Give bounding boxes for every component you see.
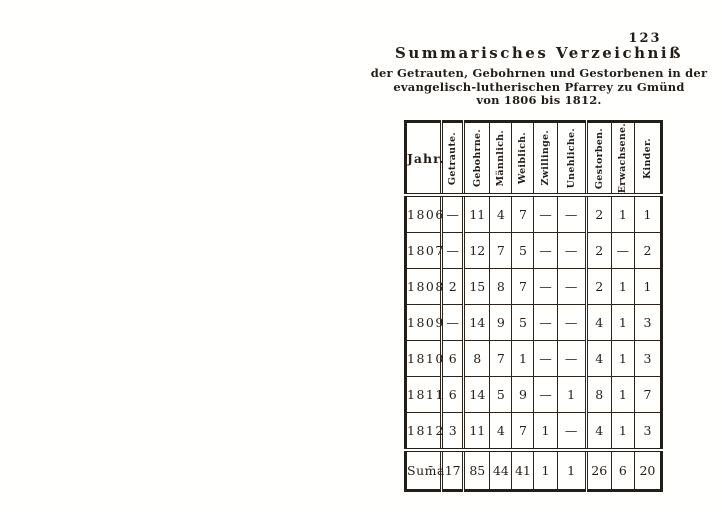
table-row-summa [406, 450, 662, 491]
value-cell: — [557, 195, 586, 233]
value-cell: 1 [534, 413, 557, 451]
column-header-jahr: Jahr. [406, 122, 442, 196]
value-cell: 2 [586, 269, 611, 305]
table-row-1809 [406, 305, 662, 341]
value-cell: 9 [490, 305, 512, 341]
value-cell: — [557, 305, 586, 341]
value-cell: — [611, 233, 634, 269]
total-cell: 44 [490, 450, 512, 491]
value-cell: 6 [442, 377, 464, 413]
value-cell: 9 [512, 377, 534, 413]
value-cell: 1 [611, 195, 634, 233]
value-cell: 5 [512, 305, 534, 341]
value-cell: — [557, 413, 586, 451]
header-row [406, 122, 662, 196]
year-cell: 1806 [406, 195, 442, 233]
value-cell: 1 [512, 341, 534, 377]
subtitle-line-3: von 1806 bis 1812. [476, 93, 602, 107]
value-cell: — [557, 233, 586, 269]
value-cell: 6 [442, 341, 464, 377]
year-cell: 1809 [406, 305, 442, 341]
column-header-unehliche: Unehliche. [557, 122, 586, 196]
value-cell: 7 [512, 413, 534, 451]
value-cell: 8 [490, 269, 512, 305]
year-cell: 1811 [406, 377, 442, 413]
column-header-weiblich: Weiblich. [512, 122, 534, 196]
total-cell: 41 [512, 450, 534, 491]
value-cell: 15 [464, 269, 490, 305]
value-cell: 3 [634, 413, 661, 451]
value-cell: — [534, 341, 557, 377]
value-cell: 4 [586, 305, 611, 341]
summary-table [404, 120, 663, 492]
value-cell: — [442, 233, 464, 269]
value-cell: — [534, 195, 557, 233]
total-cell: 26 [586, 450, 611, 491]
value-cell: 8 [464, 341, 490, 377]
value-cell: 2 [634, 233, 661, 269]
table-row-1810 [406, 341, 662, 377]
value-cell: 7 [490, 233, 512, 269]
value-cell: 3 [634, 305, 661, 341]
column-header-zwillinge: Zwillinge. [534, 122, 557, 196]
total-cell: 1 [534, 450, 557, 491]
value-cell: 1 [634, 269, 661, 305]
column-header-kinder: Kinder. [634, 122, 661, 196]
year-cell: 1808 [406, 269, 442, 305]
value-cell: 1 [611, 413, 634, 451]
value-cell: — [557, 341, 586, 377]
year-cell: 1810 [406, 341, 442, 377]
year-cell: 1812 [406, 413, 442, 451]
value-cell: 1 [611, 377, 634, 413]
subtitle-line-2: evangelisch-lutherischen Pfarrey zu Gmünd [393, 79, 685, 94]
value-cell: 2 [586, 195, 611, 233]
value-cell: — [557, 269, 586, 305]
value-cell: 5 [512, 233, 534, 269]
value-cell: 5 [490, 377, 512, 413]
column-header-erwachsene: Erwachsene. [611, 122, 634, 196]
value-cell: 11 [464, 195, 490, 233]
value-cell: — [534, 269, 557, 305]
year-cell: 1807 [406, 233, 442, 269]
value-cell: 1 [611, 341, 634, 377]
value-cell: — [534, 305, 557, 341]
value-cell: 4 [490, 195, 512, 233]
total-cell: 1 [557, 450, 586, 491]
value-cell: 7 [512, 195, 534, 233]
page-number: 123 [628, 31, 662, 46]
value-cell: — [442, 305, 464, 341]
value-cell: 7 [490, 341, 512, 377]
value-cell: 12 [464, 233, 490, 269]
value-cell: 14 [464, 305, 490, 341]
value-cell: — [534, 377, 557, 413]
value-cell: 2 [586, 233, 611, 269]
total-cell: 6 [611, 450, 634, 491]
value-cell: 1 [557, 377, 586, 413]
value-cell: 7 [512, 269, 534, 305]
value-cell: 1 [611, 305, 634, 341]
total-cell: 85 [464, 450, 490, 491]
column-header-gebohrne: Gebohrne. [464, 122, 490, 196]
column-header-gestorben: Gestorben. [586, 122, 611, 196]
value-cell: 7 [634, 377, 661, 413]
table-row-1807 [406, 233, 662, 269]
value-cell: 11 [464, 413, 490, 451]
value-cell: — [442, 195, 464, 233]
subtitle-line-1: der Getrauten, Gebohrnen und Gestorbenen in der [370, 66, 708, 80]
document-title: Summarisches Verzeichniß [394, 44, 683, 62]
summa-label: Sum̄a [406, 450, 442, 491]
value-cell: 4 [586, 341, 611, 377]
value-cell: — [534, 233, 557, 269]
title-block [368, 44, 710, 108]
column-header-getraute: Getraute. [442, 122, 464, 196]
value-cell: 14 [464, 377, 490, 413]
table-row-1808 [406, 269, 662, 305]
total-cell: 17 [442, 450, 464, 491]
total-cell: 20 [634, 450, 661, 491]
value-cell: 3 [634, 341, 661, 377]
table-row-1806 [406, 195, 662, 233]
value-cell: 3 [442, 413, 464, 451]
table-row-1812 [406, 413, 662, 451]
column-header-maennlich: Männlich. [490, 122, 512, 196]
value-cell: 4 [490, 413, 512, 451]
value-cell: 1 [634, 195, 661, 233]
value-cell: 4 [586, 413, 611, 451]
value-cell: 2 [442, 269, 464, 305]
value-cell: 8 [586, 377, 611, 413]
value-cell: 1 [611, 269, 634, 305]
table-row-1811 [406, 377, 662, 413]
